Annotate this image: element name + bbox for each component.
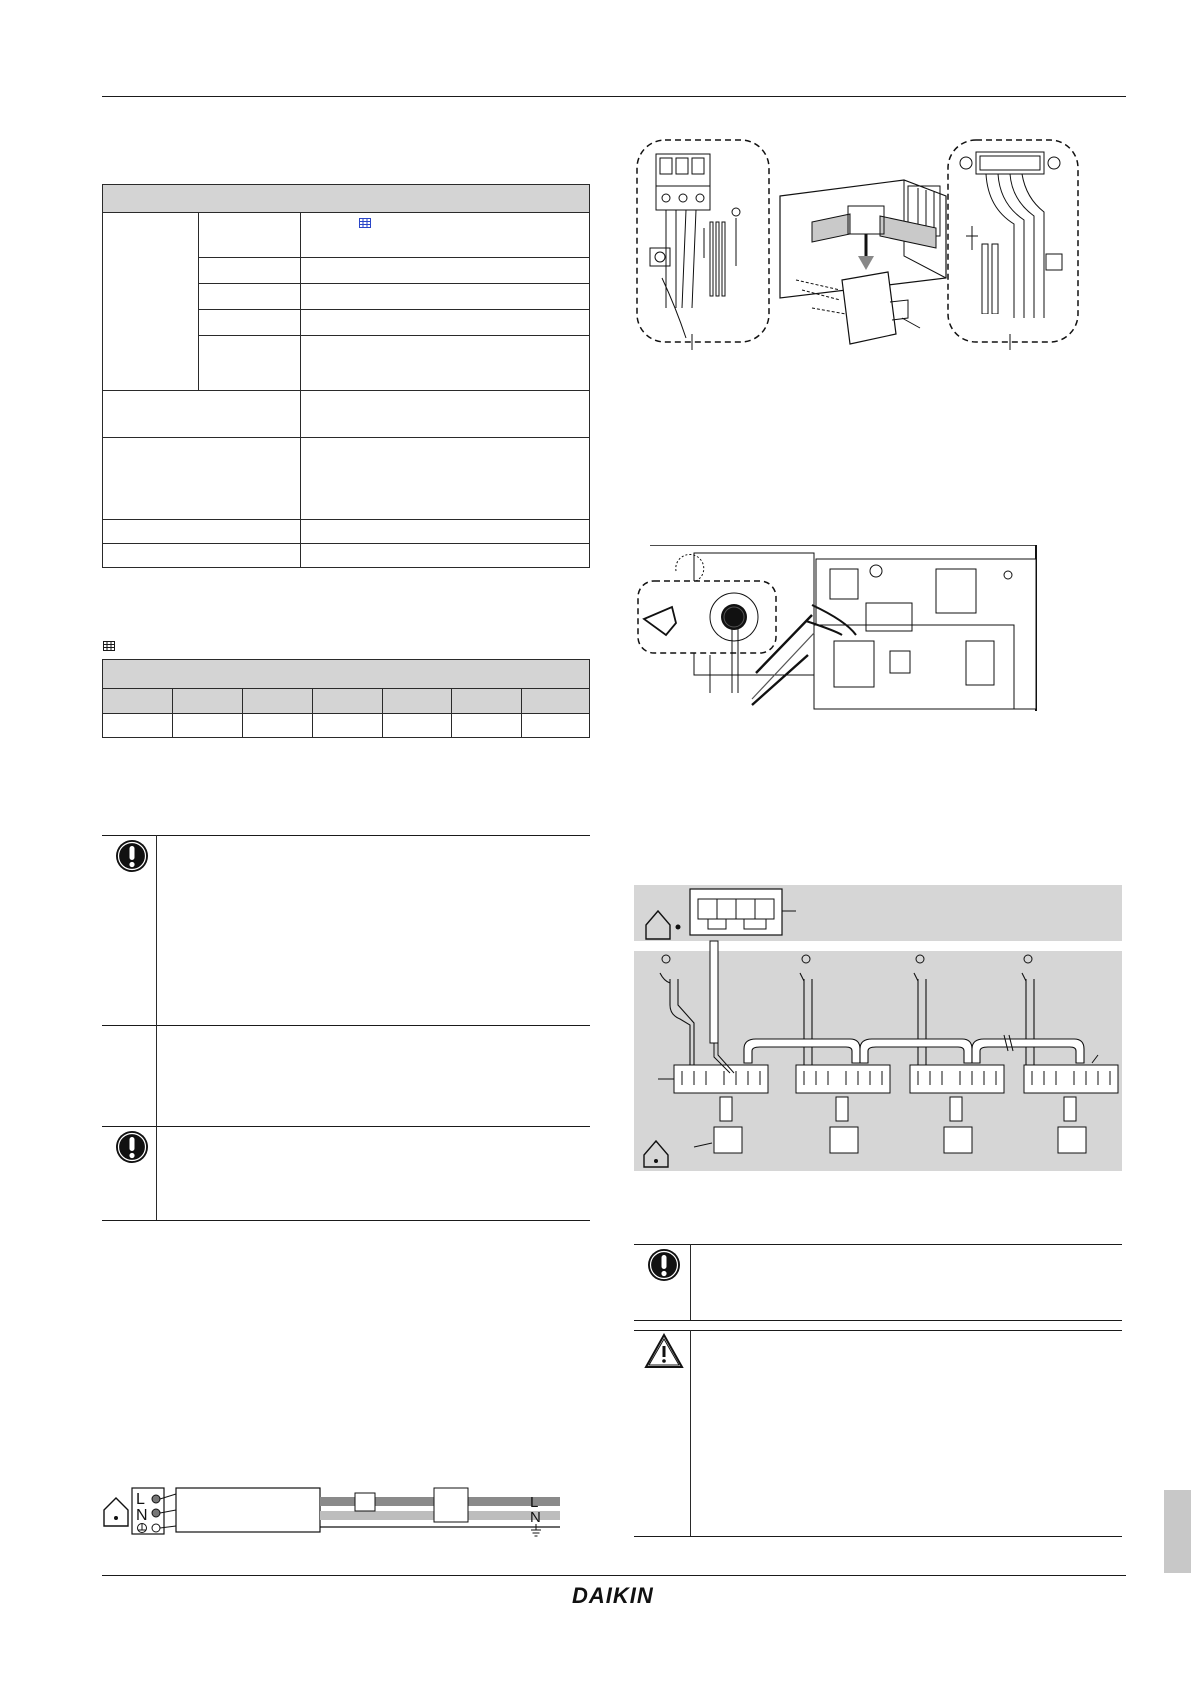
notice-divider: [156, 1025, 157, 1126]
notice-rule: [102, 1126, 590, 1127]
notice-divider: [690, 1330, 691, 1536]
notice-rule: [634, 1244, 1122, 1245]
line-n-label: N: [530, 1509, 541, 1526]
notice-rule: [102, 1220, 590, 1221]
terminal-l-label: L: [136, 1491, 145, 1508]
model-table: [102, 659, 590, 738]
model-table-subheader: [103, 689, 589, 714]
house-icon: [644, 1141, 668, 1167]
table-icon: [103, 641, 115, 651]
important-icon: [646, 1247, 682, 1283]
warning-icon: [644, 1333, 684, 1369]
specification-table: [102, 184, 590, 568]
notice-divider: [690, 1244, 691, 1320]
notice-rule: [634, 1330, 1122, 1331]
notice-rule: [102, 1025, 590, 1026]
model-table-header: [103, 660, 589, 689]
important-icon: [114, 838, 150, 874]
header-rule: [102, 96, 1126, 97]
house-icon: [646, 911, 681, 939]
line-l-label: L: [530, 1494, 539, 1511]
footer-rule: [102, 1575, 1126, 1576]
chapter-tab-marker: [1164, 1490, 1191, 1573]
notice-divider: [156, 1126, 157, 1220]
cable-routing-figure: [636, 545, 1056, 713]
important-icon: [114, 1129, 150, 1165]
notice-rule: [102, 835, 590, 836]
table-icon: [359, 218, 371, 228]
power-wiring-diagram: [100, 1480, 560, 1540]
interconnection-diagram: [634, 885, 1122, 1171]
notice-divider: [156, 835, 157, 1025]
switchbox-wiring-figure: [636, 138, 1092, 352]
brand-logo: DAIKIN: [572, 1583, 654, 1608]
house-icon: [104, 1498, 128, 1526]
notice-rule: [634, 1320, 1122, 1321]
notice-rule: [634, 1536, 1122, 1537]
terminal-n-label: N: [136, 1507, 148, 1524]
specification-table-header: [103, 185, 589, 213]
